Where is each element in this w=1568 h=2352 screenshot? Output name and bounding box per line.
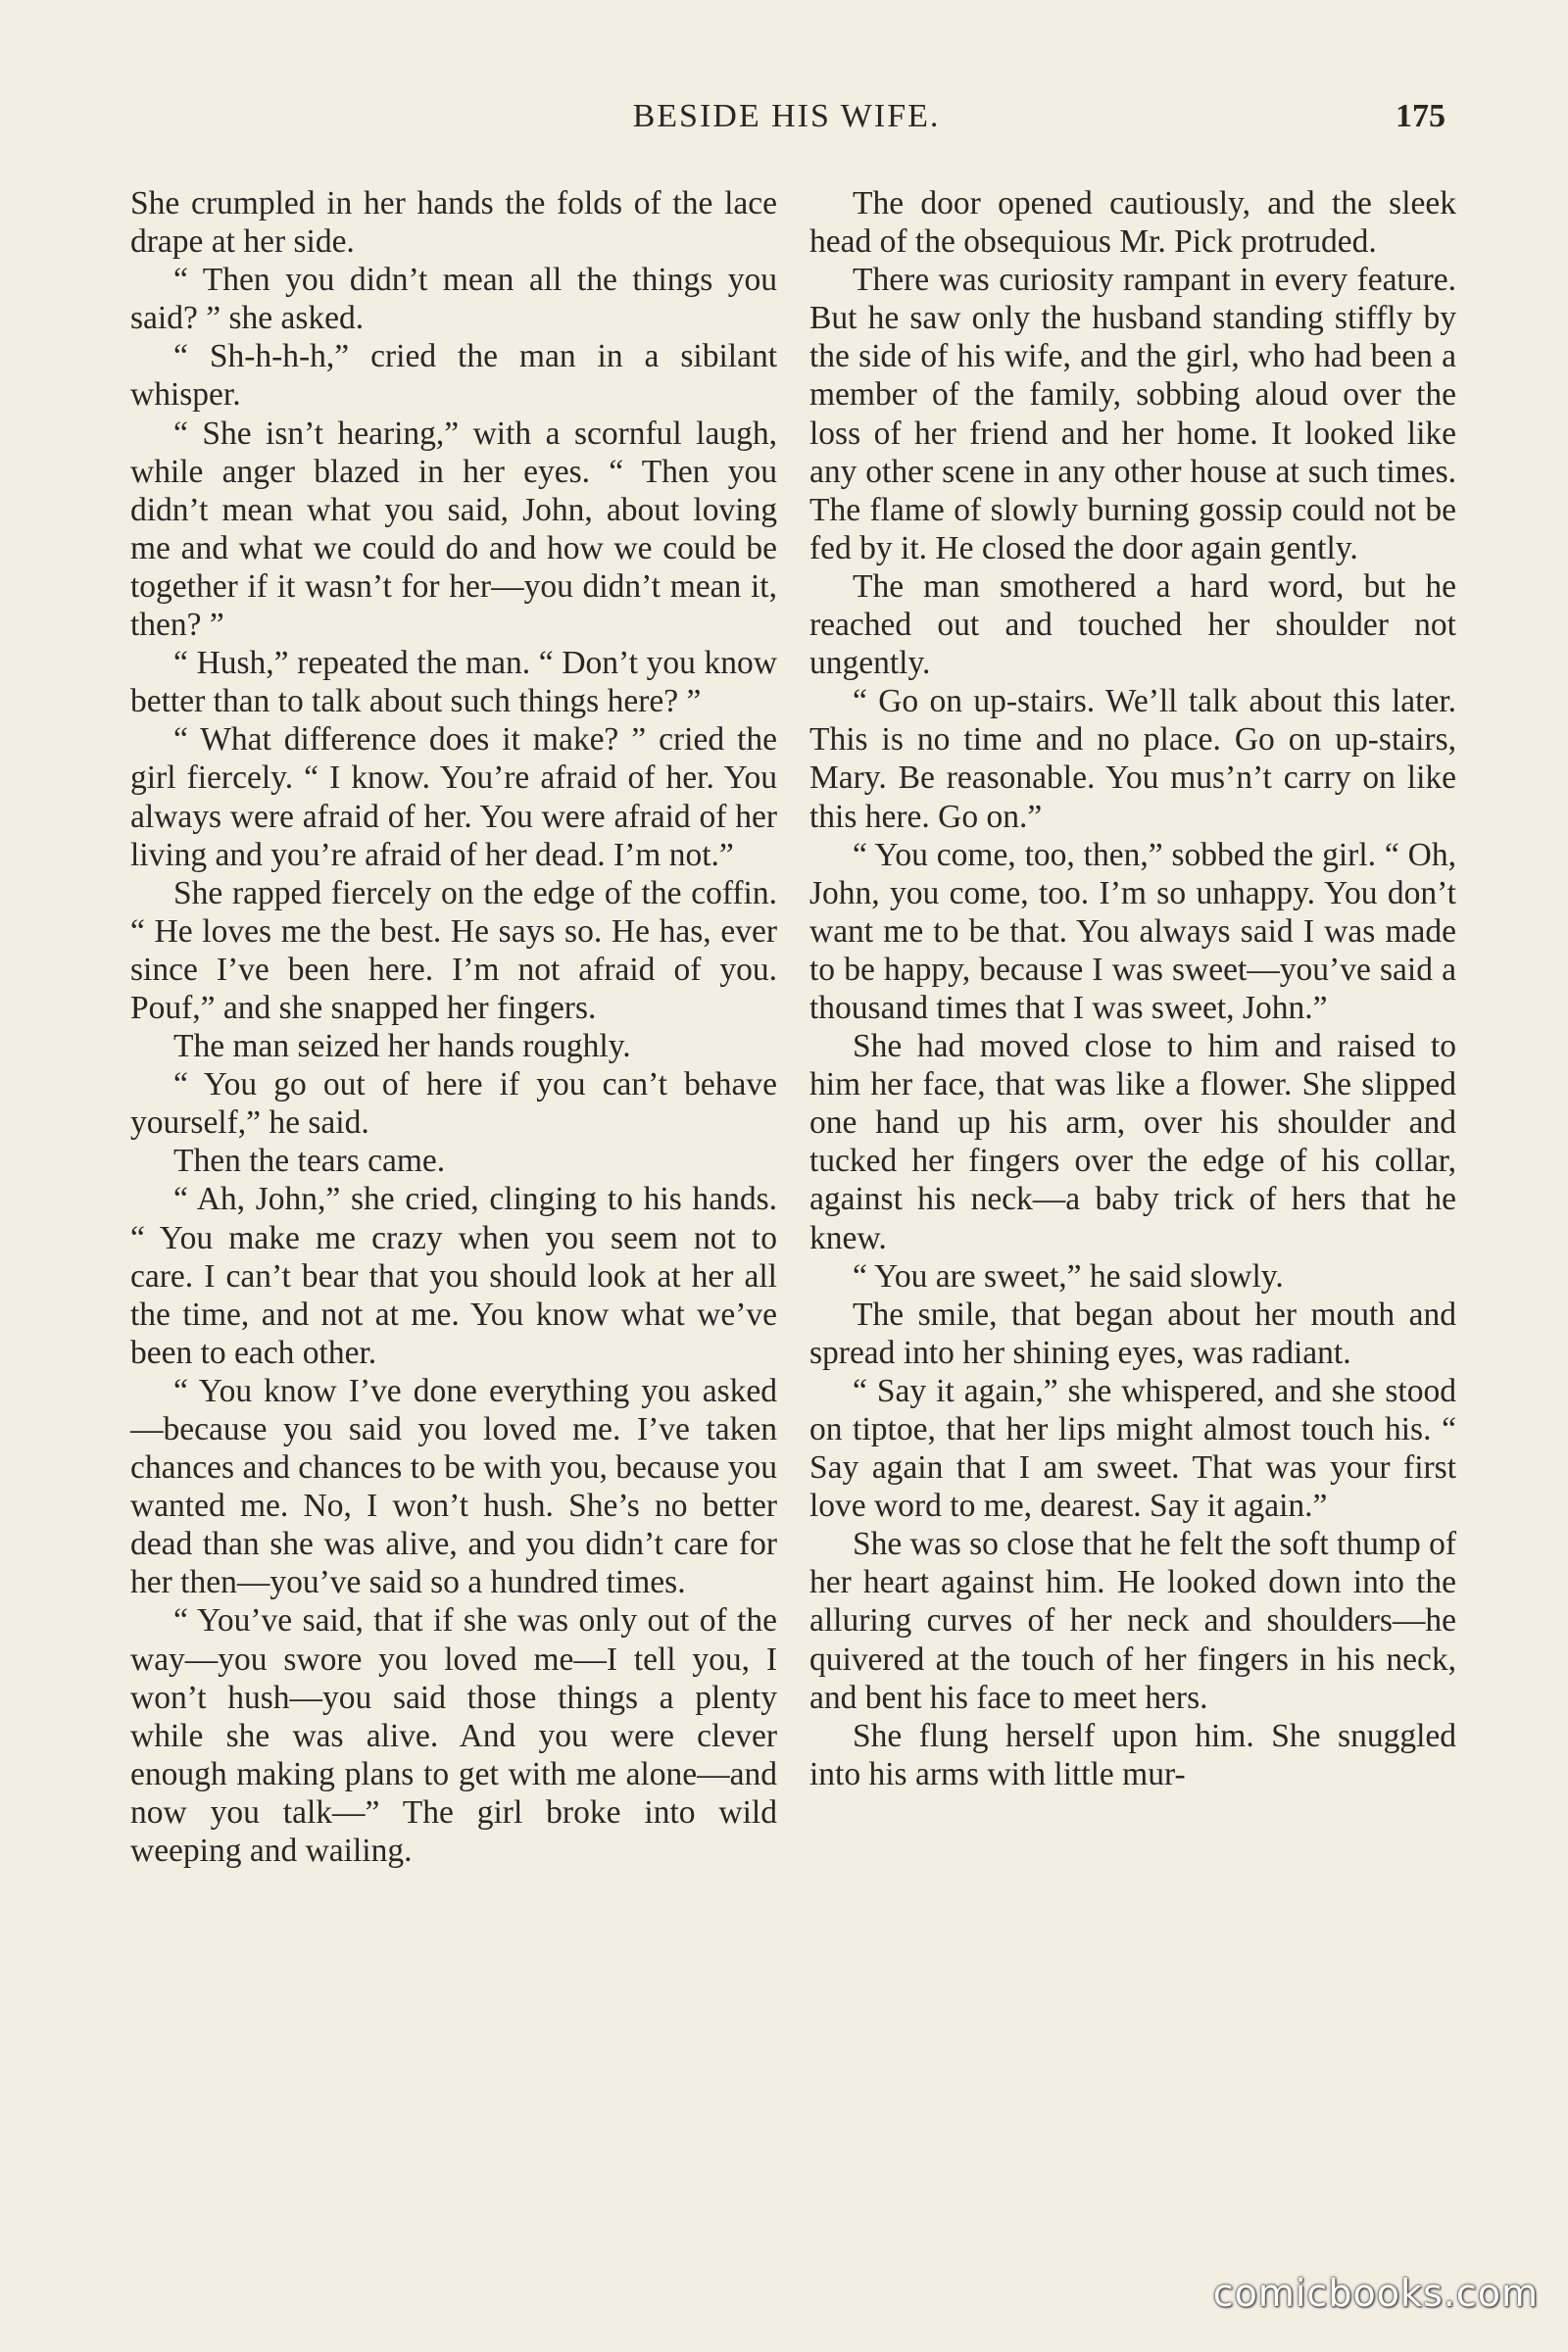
paragraph: “ Say it again,” she whispered, and she stood on tiptoe, that her lips might almost touch his. “ Say again that I am sweet. That was your first love word to me, dearest. Say it again.”	[809, 1372, 1456, 1525]
paragraph: The door opened cautiously, and the sleek head of the obsequious Mr. Pick protruded.	[809, 185, 1456, 261]
paragraph: The man smothered a hard word, but he reached out and touched her shoulder not ungently.	[809, 567, 1456, 682]
paragraph: She was so close that he felt the soft thump of her heart against him. He looked down into the alluring curves of her neck and shoulders—he quivered at the touch of her fingers in his neck, and bent his face to meet hers.	[809, 1526, 1456, 1716]
paragraph: She rapped fiercely on the edge of the coffin. “ He loves me the best. He says so. He has, ever since I’ve been here. I’m not afraid of you. Pouf,” and she snapped her fingers.	[130, 874, 777, 1026]
paragraph: “ Ah, John,” she cried, clinging to his hands. “ You make me crazy when you seem not to care. I can’t bear that you should look at her all the time, and not at me. You know what we’ve been to each other.	[130, 1181, 777, 1371]
paragraph: “ She isn’t hearing,” with a scornful laugh, while anger blazed in her eyes. “ Then you didn’t mean what you said, John, about loving me and what we could do and how we could be together if it wasn’t for her—you didn’t mean it, then? ”	[130, 415, 777, 644]
paragraph: The man seized her hands roughly.	[173, 1028, 631, 1065]
running-title: BESIDE HIS WIFE.	[632, 98, 941, 134]
paragraph: The smile, that began about her mouth and spread into her shining eyes, was radiant.	[809, 1296, 1456, 1371]
paragraph: “ You know I’ve done everything you asked—because you said you loved me. I’ve taken chances and chances to be with you, because you wanted me. No, I won’t hush. She’s no better dead than she was alive, and you didn’t care for her then—you’ve said so a hundred times.	[130, 1372, 777, 1601]
paragraph: She flung herself upon him. She snuggled into his arms with little mur-	[809, 1717, 1456, 1792]
paragraph: “ Hush,” repeated the man. “ Don’t you know better than to talk about such things here? ”	[130, 645, 777, 720]
watermark-logo: comicbooks.com	[1212, 2272, 1539, 2315]
paragraph: “ Then you didn’t mean all the things you said? ” she asked.	[130, 262, 777, 337]
paragraph: “ You’ve said, that if she was only out of the way—you swore you loved me—I tell you, I won’t hush—you said those things a plenty while she was alive. And you were clever enough making plans to get with me alone—and now you talk—” The girl broke into wild weeping and wailing.	[130, 1602, 777, 1870]
paragraph: There was curiosity rampant in every feature. But he saw only the husband standing stiffly by the side of his wife, and the girl, who had been a member of the family, sobbing aloud over the loss of her friend and her home. It looked like any other scene in any other house at such times. The flame of slowly burning gossip could not be fed by it. He closed the door again gently.	[809, 262, 1456, 566]
paragraph: “ You come, too, then,” sobbed the girl. “ Oh, John, you come, too. I’m so unhappy. You don’t want me to be that. You always said I was made to be happy, because I was sweet—you’ve said a thousand times that I was sweet, John.”	[809, 836, 1456, 1026]
paragraph: She had moved close to him and raised to him her face, that was like a flower. She slipped one hand up his arm, over his shoulder and tucked her fingers over the edge of his collar, against his neck—a baby trick of hers that he knew.	[809, 1028, 1456, 1256]
paragraph: “ What difference does it make? ” cried the girl fiercely. “ I know. You’re afraid of her. You always were afraid of her. You were afraid of her living and you’re afraid of her dead. I’m not.”	[130, 721, 777, 873]
page-header	[127, 98, 1446, 157]
paragraph: “ Sh-h-h-h,” cried the man in a sibilant whisper.	[130, 338, 777, 414]
paragraph: “ Go on up-stairs. We’ll talk about this later. This is no time and no place. Go on up-stairs, Mary. Be reasonable. You mus’n’t carry on like this here. Go on.”	[809, 683, 1456, 835]
right-column	[809, 184, 1456, 1793]
paragraph: Then the tears came.	[173, 1143, 446, 1180]
paragraph: “ You are sweet,” he said slowly.	[853, 1257, 1284, 1295]
page-number: 175	[1396, 98, 1446, 134]
paragraph: She crumpled in her hands the folds of the lace drape at her side.	[130, 185, 777, 261]
paragraph: “ You go out of here if you can’t behave yourself,” he said.	[130, 1066, 777, 1142]
left-column	[130, 184, 777, 1870]
